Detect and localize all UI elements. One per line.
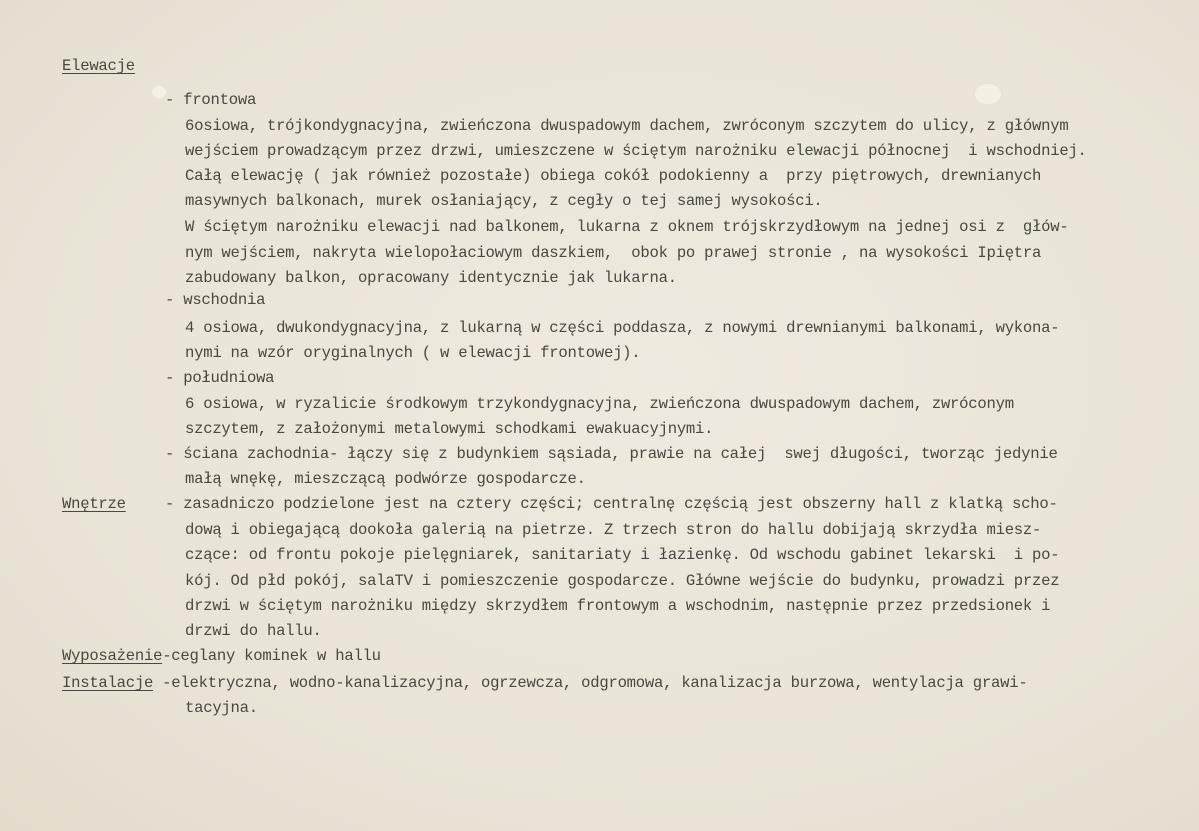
text-instalacje: -elektryczna, wodno-kanalizacyjna, ogrzewcza, odgromowa, kanalizacja burzowa, wentylacja grawi- — [153, 674, 1028, 692]
paper-stain — [152, 86, 166, 98]
text-line: W ściętym narożniku elewacji nad balkonem, lukarna z oknem trójskrzydłowym na jednej osi z głów- — [185, 218, 1069, 236]
text-line: kój. Od płd pokój, salaTV i pomieszczenie gospodarcze. Główne wejście do budynku, prowadzi przez — [185, 572, 1060, 590]
text-line: nymi na wzór oryginalnych ( w elewacji frontowej). — [185, 344, 641, 362]
text-line: nym wejściem, nakryta wielopołaciowym daszkiem, obok po prawej stronie , na wysokości Ipiętra — [185, 244, 1042, 262]
text-line: 6osiowa, trójkondygnacyjna, zwieńczona dwuspadowym dachem, zwróconym szczytem do ulicy, z głównym — [185, 117, 1069, 135]
label-wyposazenie: Wyposażenie — [62, 647, 163, 665]
bullet-zachodnia: - ściana zachodnia- łączy się z budynkiem sąsiada, prawie na całej swej długości, tworząc jedynie — [165, 445, 1058, 463]
bullet-poludniowa: - południowa — [165, 369, 275, 387]
label-wnetrze: Wnętrze — [62, 495, 126, 513]
bullet-wschodnia: - wschodnia — [165, 291, 266, 309]
text-line: szczytem, z założonymi metalowymi schodkami ewakuacyjnymi. — [185, 420, 714, 438]
text-line: wejściem prowadzącym przez drzwi, umieszczene w ściętym narożniku elewacji północnej i wschodniej. — [185, 142, 1087, 160]
text-line: - zasadniczo podzielone jest na cztery części; centralnę częścią jest obszerny hall z klatką scho- — [165, 495, 1058, 513]
text-line: drzwi do hallu. — [185, 622, 322, 640]
text-line: 4 osiowa, dwukondygnacyjna, z lukarną w części poddasza, z nowymi drewnianymi balkonami, wykona- — [185, 319, 1060, 337]
text-wyposazenie: -ceglany kominek w hallu — [162, 647, 381, 665]
text-line: małą wnękę, mieszczącą podwórze gospodarcze. — [185, 470, 586, 488]
text-line: tacyjna. — [185, 699, 258, 717]
instalacje-line — [62, 671, 1027, 695]
text-line: masywnych balkonach, murek osłaniający, z cegły o tej samej wysokości. — [185, 192, 823, 210]
text-line: drzwi w ściętym narożniku między skrzydłem frontowym a wschodnim, następnie przez przedsionek i — [185, 597, 1051, 615]
text-line: zabudowany balkon, opracowany identycznie jak lukarna. — [185, 269, 677, 287]
bullet-frontowa: - frontowa — [165, 91, 257, 109]
wyposazenie-line — [62, 644, 381, 668]
text-line: Całą elewację ( jak również pozostałe) obiega cokół podokienny a przy piętrowych, drewnianych — [185, 167, 1042, 185]
heading-elewacje: Elewacje — [62, 57, 135, 75]
paper-stain — [975, 84, 1001, 104]
text-line: 6 osiowa, w ryzalicie środkowym trzykondygnacyjna, zwieńczona dwuspadowym dachem, zwróconym — [185, 395, 1014, 413]
label-instalacje: Instalacje — [62, 674, 154, 692]
text-line: czące: od frontu pokoje pielęgniarek, sanitariaty i łazienkę. Od wschodu gabinet lekarski i po- — [185, 546, 1060, 564]
text-line: dową i obiegającą dookoła galerią na pietrze. Z trzech stron do hallu dobijają skrzydła miesz- — [185, 521, 1042, 539]
